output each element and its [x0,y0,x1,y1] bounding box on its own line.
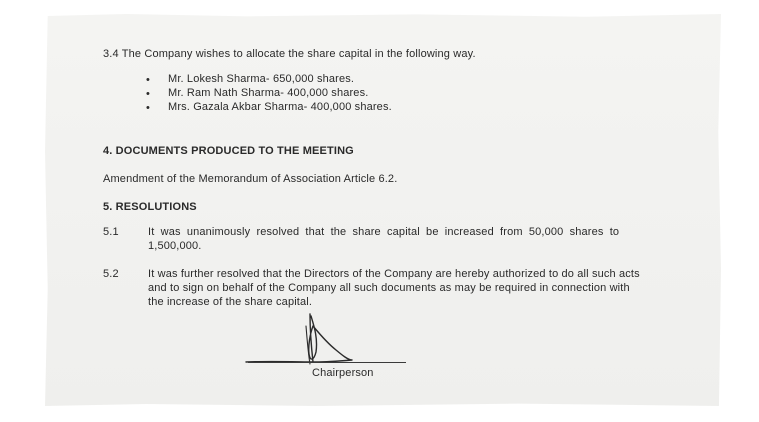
allocation-item: Mr. Lokesh Sharma- 650,000 shares. [168,73,355,85]
section-3-4-text: 3.4 The Company wishes to allocate the share capital in the following way. [103,48,476,60]
signature-line [248,362,406,363]
resolution-number: 5.2 [103,268,119,280]
allocation-item: Mrs. Gazala Akbar Sharma- 400,000 shares. [168,101,392,113]
section-5-heading: 5. RESOLUTIONS [103,201,197,213]
bullet-icon: • [146,88,150,100]
resolution-text: the increase of the share capital. [148,296,313,308]
allocation-item: Mr. Ram Nath Sharma- 400,000 shares. [168,87,369,99]
resolution-text: 1,500,000. [148,240,202,252]
resolution-text: It was unanimously resolved that the share capital be increased from 50,000 shares to [148,226,620,238]
handwritten-signature [240,308,370,368]
resolution-number: 5.1 [103,226,119,238]
section-4-heading: 4. DOCUMENTS PRODUCED TO THE MEETING [103,145,354,157]
resolution-text: It was further resolved that the Directors of the Company are hereby authorized to do all such acts [148,268,640,280]
resolution-text: and to sign on behalf of the Company all such documents as may be required in connection with [148,282,630,294]
signature-caption: Chairperson [312,367,374,379]
bullet-icon: • [146,102,150,114]
section-4-body: Amendment of the Memorandum of Association Article 6.2. [103,173,398,185]
bullet-icon: • [146,74,150,86]
